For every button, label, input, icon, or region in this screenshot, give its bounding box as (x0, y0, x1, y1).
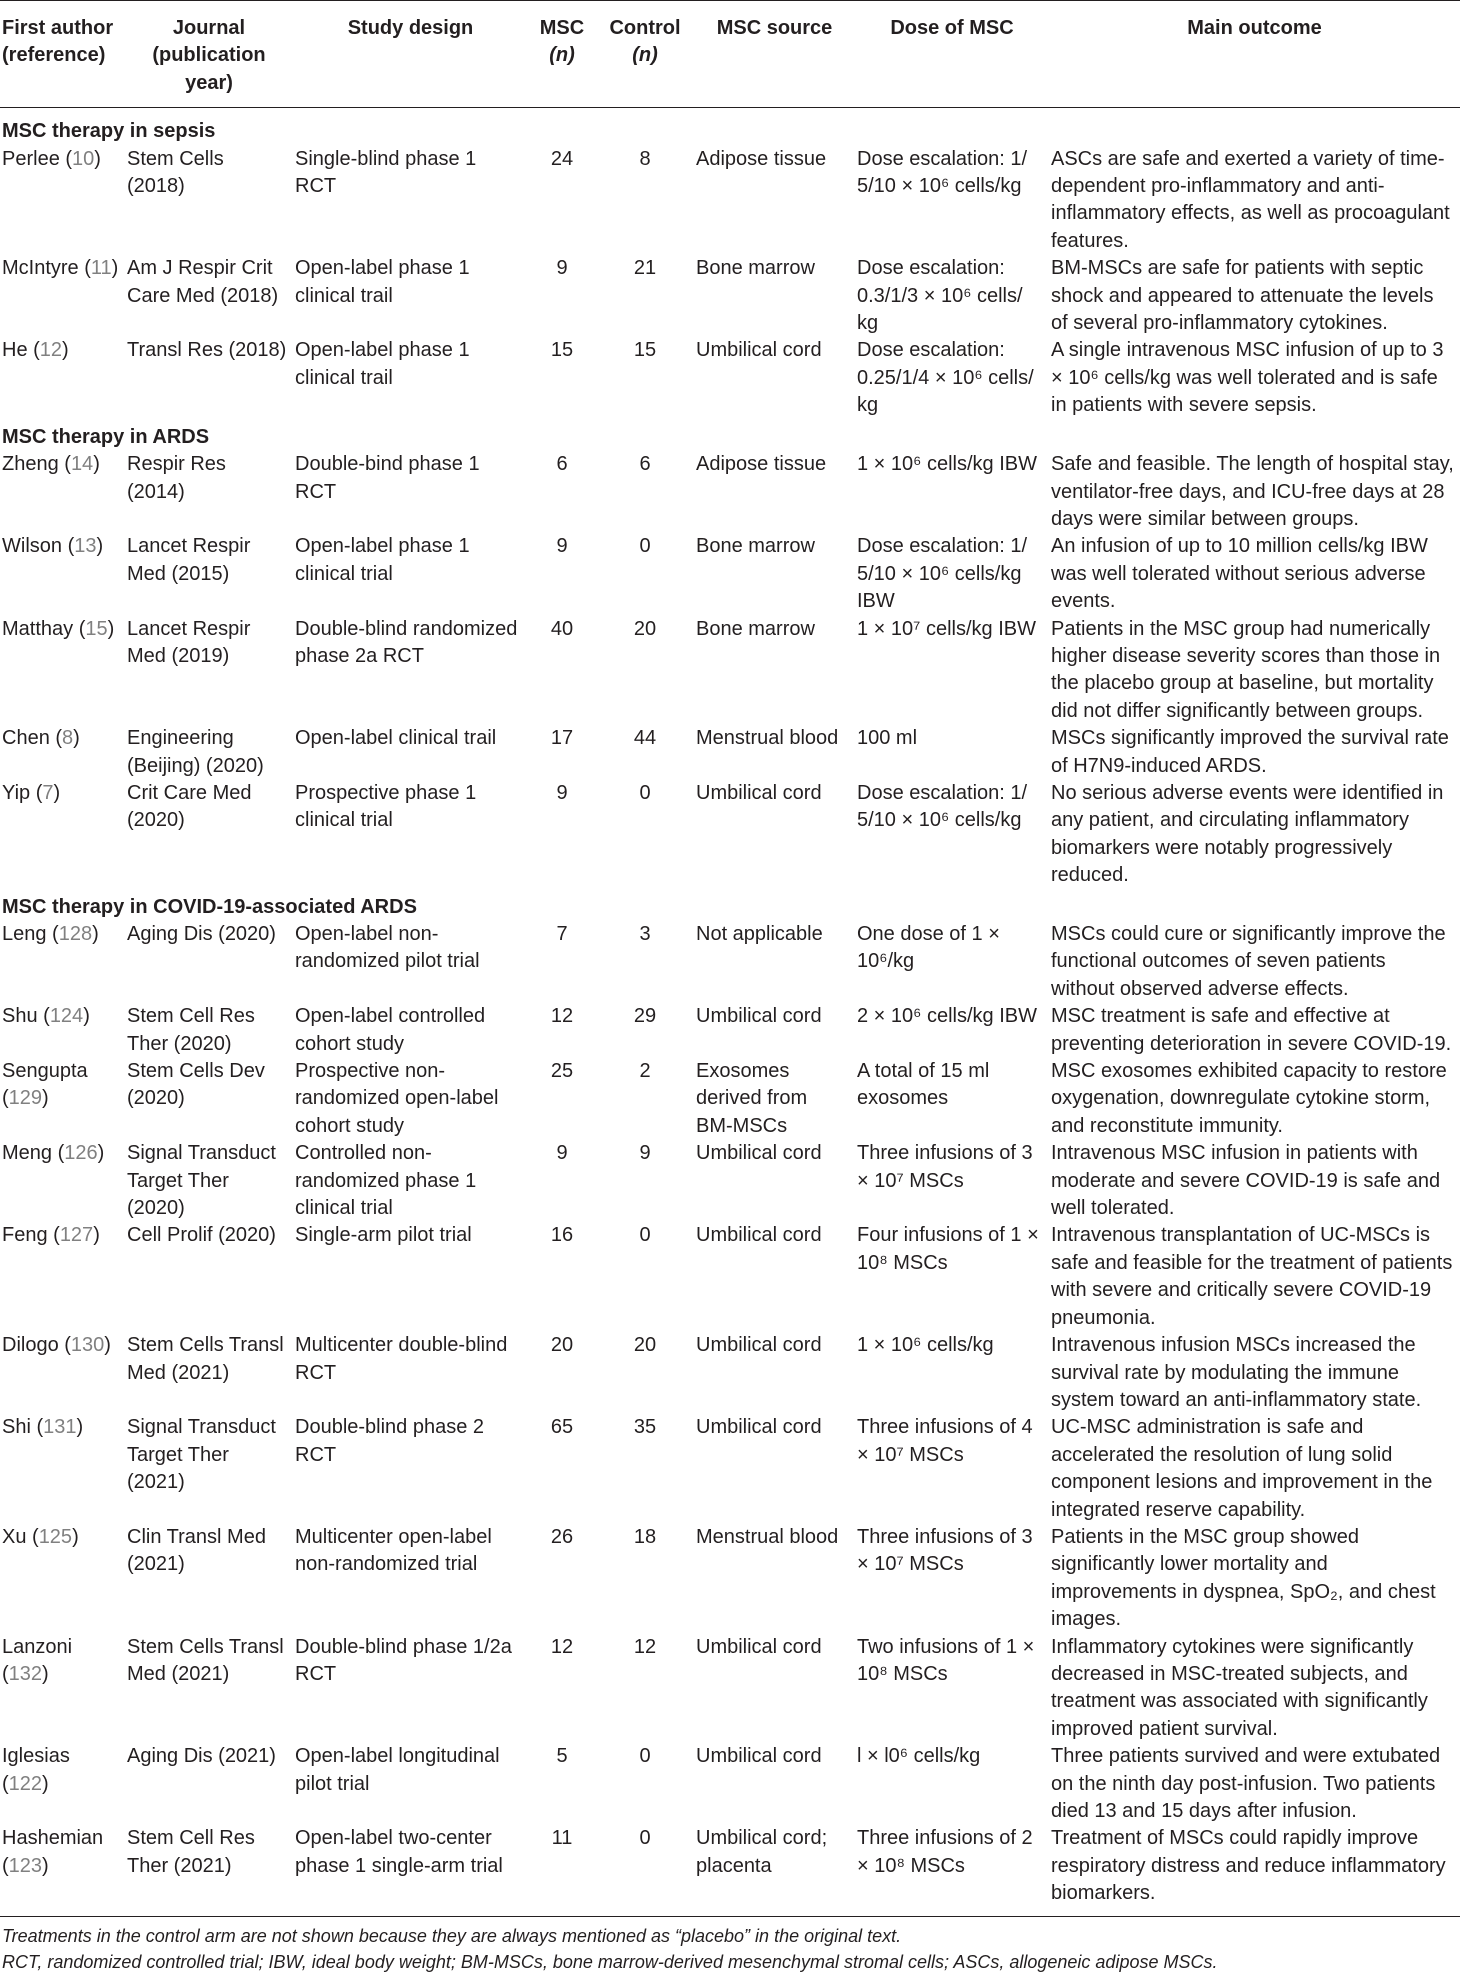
cell-outcome: Intravenous infusion MSCs increased the survival rate by modulating the immune system toward an anti-inflammatory state. (1051, 1334, 1422, 1411)
reference-link[interactable]: 132 (8, 1662, 43, 1685)
table-row (0, 533, 1460, 615)
table-row (0, 921, 1460, 1003)
cell-outcome: Three patients survived and were extubated on the ninth day post-infusion. Two patients died 13 and 15 days after infusion. (1051, 1745, 1441, 1822)
cell-dose: Three infusions of 4 × 10⁷ MSCs (857, 1416, 1033, 1466)
cell-author: Yip (7) (2, 781, 61, 804)
cell-control-n: 8 (639, 147, 651, 170)
reference-link[interactable]: 13 (74, 535, 97, 558)
reference-link[interactable]: 129 (8, 1087, 43, 1110)
cell-design: Double-bind phase 1 RCT (295, 453, 480, 503)
cell-design: Double-blind phase 2 RCT (295, 1416, 485, 1466)
cell-msc-n: 17 (550, 727, 574, 750)
cell-source: Umbilical cord (696, 1224, 822, 1247)
cell-outcome: MSC treatment is safe and effective at preventing deterioration in severe COVID-19. (1051, 1005, 1452, 1055)
cell-dose: Four infusions of 1 × 10⁸ MSCs (857, 1224, 1039, 1274)
cell-journal: Signal Transduct Target Ther (2020) (127, 1142, 276, 1220)
table-row (0, 1140, 1460, 1222)
cell-control-n: 15 (633, 339, 657, 362)
table-row (0, 1634, 1460, 1744)
table-row (0, 451, 1460, 533)
cell-control-n: 20 (633, 617, 657, 640)
cell-outcome: Intravenous transplantation of UC-MSCs is safe and feasible for the treatment of patients with severe and critically severe COVID-19 pneumonia. (1051, 1224, 1453, 1329)
cell-dose: Two infusions of 1 × 10⁸ MSCs (857, 1635, 1035, 1685)
cell-control-n: 9 (639, 1142, 651, 1165)
cell-journal: Stem Cells Dev (2020) (127, 1060, 265, 1110)
cell-control-n: 29 (633, 1005, 657, 1028)
cell-source: Umbilical cord (696, 339, 822, 362)
cell-author: Chen (8) (2, 727, 80, 750)
author-name: He (2, 339, 28, 362)
cell-msc-n: 12 (550, 1005, 574, 1028)
cell-author: Sengupta (129) (2, 1060, 88, 1110)
cell-design: Prospective phase 1 clinical trial (295, 781, 477, 832)
table-row (0, 1003, 1460, 1058)
reference-link[interactable]: 123 (8, 1854, 43, 1877)
author-name: Meng (2, 1142, 53, 1165)
author-name: Xu (2, 1525, 27, 1548)
cell-msc-n: 9 (556, 781, 568, 804)
cell-outcome: An infusion of up to 10 million cells/kg IBW was well tolerated without serious adverse events. (1051, 535, 1428, 613)
reference-link[interactable]: 130 (70, 1334, 105, 1357)
col-header-msc: MSC (n) (528, 1, 596, 108)
reference-link[interactable]: 128 (58, 923, 93, 945)
col-header-dose: Dose of MSC (855, 1, 1049, 108)
section-title: MSC therapy in sepsis (2, 120, 216, 143)
cell-journal: Lancet Respir Med (2019) (127, 617, 251, 667)
cell-outcome: Treatment of MSCs could rapidly improve respiratory distress and reduce inflammatory biomarkers. (1049, 1825, 1460, 1916)
footnote-placebo: Treatments in the control arm are not shown because they are always mentioned as “placebo” in the original text. (2, 1925, 902, 1946)
cell-msc-n: 9 (556, 1142, 568, 1165)
cell-dose: 1 × 10⁶ cells/kg (857, 1334, 994, 1357)
cell-design: Open-label phase 1 clinical trail (295, 257, 470, 307)
section-title: MSC therapy in ARDS (2, 425, 210, 448)
cell-author: Xu (125) (2, 1525, 79, 1548)
author-name: Lanzoni (2, 1635, 73, 1658)
cell-dose: 1 × 10⁷ cells/kg IBW (857, 617, 1036, 640)
author-name: Iglesias (2, 1745, 70, 1768)
cell-author: Hashemian (123) (0, 1825, 125, 1916)
author-name: Dilogo (2, 1334, 59, 1357)
cell-outcome: MSC exosomes exhibited capacity to restore oxygenation, downregulate cytokine storm, and reconstitute immunity. (1051, 1060, 1447, 1137)
cell-journal: Stem Cell Res Ther (2020) (127, 1005, 255, 1055)
cell-control-n: 44 (633, 727, 657, 750)
cell-control-n: 0 (639, 1224, 651, 1247)
reference-link[interactable]: 122 (8, 1772, 43, 1795)
cell-control-n: 12 (633, 1635, 657, 1658)
section-row (0, 420, 1460, 451)
cell-outcome: Safe and feasible. The length of hospital stay, ventilator-free days, and ICU-free days at 28 days were similar between groups. (1051, 453, 1454, 530)
author-name: Sengupta (2, 1060, 88, 1083)
cell-dose: Dose escalation: 1/ 5/10 × 10⁶ cells/kg IBW (857, 535, 1028, 613)
cell-journal: Aging Dis (2020) (127, 923, 276, 945)
table-row (0, 146, 1460, 256)
table-footnotes (0, 1917, 1460, 1975)
cell-source: Menstrual blood (696, 1525, 839, 1548)
cell-msc-n: 40 (550, 617, 574, 640)
cell-msc-n: 26 (550, 1525, 574, 1548)
cell-journal: Signal Transduct Target Ther (2021) (127, 1416, 276, 1494)
cell-design: Open-label two-center phase 1 single-arm trial (293, 1825, 528, 1916)
cell-source: Not applicable (696, 923, 823, 945)
cell-source: Umbilical cord (696, 1745, 822, 1768)
cell-dose: Three infusions of 2 × 10⁸ MSCs (855, 1825, 1049, 1916)
cell-dose: 1 × 10⁶ cells/kg IBW (857, 453, 1037, 476)
cell-design: Open-label clinical trail (295, 727, 497, 750)
cell-source: Adipose tissue (696, 453, 827, 476)
cell-design: Prospective non-randomized open-label cohort study (295, 1060, 499, 1137)
cell-design: Single-arm pilot trial (295, 1224, 472, 1247)
author-name: Perlee (2, 147, 60, 170)
cell-dose: Dose escalation: 1/ 5/10 × 10⁶ cells/kg (857, 147, 1028, 198)
section-title: MSC therapy in COVID-19-associated ARDS (2, 895, 417, 918)
cell-source: Umbilical cord (696, 1005, 822, 1028)
cell-dose: Three infusions of 3 × 10⁷ MSCs (857, 1525, 1033, 1576)
reference-link[interactable]: 124 (49, 1005, 84, 1028)
cell-outcome: ASCs are safe and exerted a variety of time-dependent pro-inflammatory and anti-inflammatory effects, as well as procoagulant features. (1051, 147, 1450, 252)
author-name: Shi (2, 1416, 31, 1439)
cell-msc-n: 9 (556, 535, 568, 558)
footnote-abbreviations: RCT, randomized controlled trial; IBW, ideal body weight; BM-MSCs, bone marrow-derived mesenchymal stromal cells; ASCs, allogeneic adipose MSCs. (2, 1951, 1218, 1972)
cell-author: Shi (131) (2, 1416, 84, 1439)
table-row (0, 1222, 1460, 1332)
col-header-outcome: Main outcome (1049, 1, 1460, 108)
reference-link[interactable]: 127 (59, 1224, 94, 1247)
cell-journal: Am J Respir Crit Care Med (2018) (127, 257, 279, 307)
cell-journal: Stem Cells Transl Med (2021) (127, 1635, 284, 1685)
cell-author: Matthay (15) (2, 617, 115, 640)
reference-link[interactable]: 15 (85, 617, 108, 640)
cell-source: Umbilical cord (696, 1142, 822, 1165)
cell-design: Double-blind randomized phase 2a RCT (295, 617, 518, 667)
reference-link[interactable]: 14 (70, 453, 94, 476)
cell-source: Umbilical cord (696, 1416, 822, 1439)
cell-journal: Stem Cell Res Ther (2021) (125, 1825, 293, 1916)
cell-author: Perlee (10) (2, 147, 101, 170)
cell-design: Double-blind phase 1/2a RCT (295, 1635, 512, 1685)
cell-msc-n: 7 (556, 923, 568, 945)
cell-design: Multicenter double-blind RCT (295, 1334, 508, 1384)
cell-outcome: Inflammatory cytokines were significantly decreased in MSC-treated subjects, and treatment was associated with significantly improved patient survival. (1051, 1635, 1428, 1740)
cell-design: Open-label phase 1 clinical trail (295, 339, 470, 389)
cell-journal: Stem Cells Transl Med (2021) (127, 1334, 284, 1384)
author-name: Yip (2, 781, 31, 804)
table-row (0, 616, 1460, 726)
cell-outcome: Intravenous MSC infusion in patients with moderate and severe COVID-19 is safe and well tolerated. (1051, 1142, 1441, 1220)
cell-dose: Three infusions of 3 × 10⁷ MSCs (857, 1142, 1033, 1192)
cell-author: Leng (128) (2, 923, 99, 945)
cell-journal: Engineering (Beijing) (2020) (127, 727, 264, 777)
table-row (0, 1524, 1460, 1634)
cell-design: Open-label non-randomized pilot trial (295, 923, 480, 973)
cell-author: Feng (127) (2, 1224, 100, 1247)
cell-journal: Cell Prolif (2020) (127, 1224, 276, 1247)
reference-link[interactable]: 7 (42, 781, 54, 804)
cell-msc-n: 15 (550, 339, 574, 362)
cell-msc-n: 65 (550, 1416, 574, 1439)
cell-msc-n: 25 (550, 1060, 574, 1083)
col-header-author: First author (reference) (0, 1, 125, 108)
table-row (0, 780, 1460, 890)
table-row (0, 1825, 1460, 1916)
cell-source: Umbilical cord (696, 1635, 822, 1658)
author-name: Wilson (2, 535, 63, 558)
table-row (0, 1414, 1460, 1524)
cell-outcome: MSCs significantly improved the survival rate of H7N9-induced ARDS. (1051, 727, 1449, 777)
table-row (0, 255, 1460, 337)
cell-source: Umbilical cord (696, 1334, 822, 1357)
cell-author: McIntyre (11) (2, 257, 119, 280)
cell-author: Meng (126) (2, 1142, 105, 1165)
table-row (0, 1743, 1460, 1825)
cell-design: Open-label phase 1 clinical trial (295, 535, 470, 585)
cell-outcome: MSCs could cure or significantly improve the functional outcomes of seven patients without observed adverse effects. (1051, 923, 1446, 1000)
cell-outcome: No serious adverse events were identified in any patient, and circulating inflammatory biomarkers were notably progressively reduced. (1051, 781, 1444, 887)
cell-author: Iglesias (122) (2, 1745, 70, 1795)
reference-link[interactable]: 131 (43, 1416, 77, 1439)
cell-msc-n: 6 (556, 453, 568, 476)
cell-control-n: 0 (639, 781, 651, 804)
table-row (0, 725, 1460, 780)
cell-msc-n: 9 (556, 257, 568, 280)
cell-author: Shu (124) (2, 1005, 90, 1028)
col-header-control: Control (n) (596, 1, 694, 108)
cell-control-n: 35 (633, 1416, 657, 1439)
cell-dose: A total of 15 ml exosomes (857, 1060, 990, 1110)
section-row (0, 890, 1460, 921)
col-header-design: Study design (293, 1, 528, 108)
cell-msc-n: 11 (528, 1825, 596, 1916)
author-name: Leng (2, 923, 47, 945)
cell-source: Menstrual blood (696, 727, 839, 750)
cell-design: Open-label longitudinal pilot trial (295, 1745, 500, 1795)
table-row (0, 337, 1460, 419)
reference-link[interactable]: 8 (62, 727, 74, 750)
cell-source: Umbilical cord; placenta (694, 1825, 855, 1916)
cell-outcome: UC-MSC administration is safe and accelerated the resolution of lung solid component lesions and improvement in the integrated reserve capability. (1051, 1416, 1433, 1521)
author-name: Hashemian (2, 1827, 104, 1850)
section-row (0, 108, 1460, 146)
cell-source: Bone marrow (696, 535, 815, 558)
table-row (0, 1332, 1460, 1414)
cell-msc-n: 12 (550, 1635, 574, 1658)
reference-link[interactable]: 126 (64, 1142, 98, 1165)
cell-outcome: BM-MSCs are safe for patients with septic shock and appeared to attenuate the levels of several pro-inflammatory cytokines. (1051, 257, 1434, 335)
cell-journal: Lancet Respir Med (2015) (127, 535, 251, 585)
author-name: McIntyre (2, 257, 79, 280)
cell-dose: Dose escalation: 0.3/1/3 × 10⁶ cells/ kg (857, 257, 1023, 335)
table-row (0, 1058, 1460, 1140)
cell-dose: Dose escalation: 1/ 5/10 × 10⁶ cells/kg (857, 781, 1028, 832)
cell-author: Dilogo (130) (2, 1334, 111, 1357)
cell-author: Zheng (14) (2, 453, 100, 476)
cell-dose: 2 × 10⁶ cells/kg IBW (857, 1005, 1037, 1028)
author-name: Matthay (2, 617, 74, 640)
cell-journal: Stem Cells (2018) (127, 147, 224, 198)
reference-link[interactable]: 125 (38, 1525, 73, 1548)
cell-journal: Transl Res (2018) (127, 339, 287, 362)
cell-source: Umbilical cord (696, 781, 822, 804)
cell-source: Adipose tissue (696, 147, 827, 170)
cell-design: Open-label controlled cohort study (295, 1005, 486, 1055)
table-header (0, 1, 1460, 108)
cell-dose: 100 ml (857, 727, 918, 750)
cell-design: Multicenter open-label non-randomized trial (295, 1525, 492, 1576)
cell-control-n: 3 (639, 923, 651, 945)
cell-journal: Crit Care Med (2020) (127, 781, 252, 832)
cell-author: He (12) (2, 339, 69, 362)
author-name: Chen (2, 727, 50, 750)
author-name: Feng (2, 1224, 48, 1247)
cell-author: Wilson (13) (2, 535, 104, 558)
cell-control-n: 18 (633, 1525, 657, 1548)
cell-control-n: 21 (633, 257, 657, 280)
cell-control-n: 6 (639, 453, 651, 476)
reference-link[interactable]: 10 (72, 147, 95, 170)
cell-control-n: 0 (639, 535, 651, 558)
cell-journal: Clin Transl Med (2021) (127, 1525, 266, 1576)
table-body (0, 108, 1460, 1916)
cell-source: Bone marrow (696, 257, 815, 280)
cell-control-n: 20 (633, 1334, 657, 1357)
cell-dose: l × l0⁶ cells/kg (857, 1745, 981, 1768)
cell-dose: Dose escalation: 0.25/1/4 × 10⁶ cells/ kg (857, 339, 1034, 417)
cell-author: Lanzoni (132) (2, 1635, 73, 1685)
cell-control-n: 0 (596, 1825, 694, 1916)
cell-source: Bone marrow (696, 617, 815, 640)
cell-msc-n: 16 (550, 1224, 574, 1247)
cell-dose: One dose of 1 × 10⁶/kg (857, 923, 1000, 973)
reference-link[interactable]: 11 (90, 257, 112, 280)
cell-outcome: A single intravenous MSC infusion of up to 3 × 10⁶ cells/kg was well tolerated and is safe in patients with severe sepsis. (1051, 339, 1444, 417)
col-header-journal: Journal (publication year) (125, 1, 293, 108)
cell-control-n: 0 (639, 1745, 651, 1768)
cell-design: Controlled non-randomized phase 1 clinical trial (295, 1142, 477, 1220)
cell-outcome: Patients in the MSC group had numerically higher disease severity scores than those in the placebo group at baseline, but mortality did not differ significantly between groups. (1051, 617, 1441, 722)
reference-link[interactable]: 12 (39, 339, 63, 362)
cell-control-n: 2 (639, 1060, 651, 1083)
author-name: Shu (2, 1005, 38, 1028)
cell-journal: Respir Res (2014) (127, 453, 226, 503)
cell-msc-n: 24 (550, 147, 574, 170)
cell-msc-n: 5 (556, 1745, 568, 1768)
cell-journal: Aging Dis (2021) (127, 1745, 276, 1768)
cell-source: Exosomes derived from BM-MSCs (696, 1060, 808, 1137)
cell-design: Single-blind phase 1 RCT (295, 147, 477, 198)
author-name: Zheng (2, 453, 59, 476)
col-header-source: MSC source (694, 1, 855, 108)
cell-outcome: Patients in the MSC group showed significantly lower mortality and improvements in dyspnea, SpO₂, and chest images. (1051, 1525, 1436, 1631)
cell-msc-n: 20 (550, 1334, 574, 1357)
